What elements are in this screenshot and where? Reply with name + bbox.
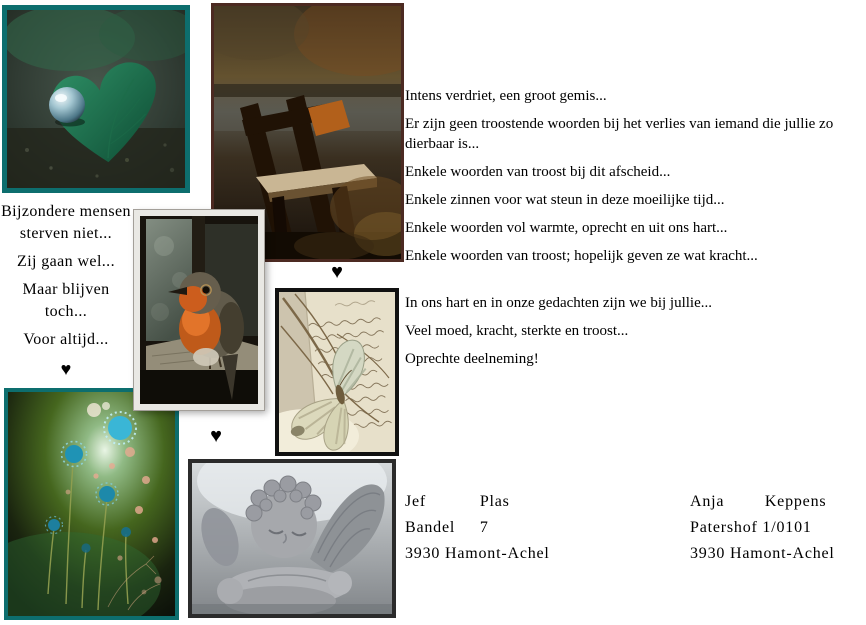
message-line: Oprechte deelneming! <box>405 351 539 367</box>
poem-line: Bijzondere mensen <box>1 203 131 220</box>
sender-city: 3930 Hamont-Achel <box>405 545 550 562</box>
message-line: Enkele zinnen voor wat steun in deze moeilijke tijd... <box>405 192 725 208</box>
heart-icon: ♥ <box>60 359 72 379</box>
butterfly-illustration <box>279 292 395 452</box>
sender-street <box>405 515 550 541</box>
sender-street: Patershof 1/0101 <box>690 519 812 536</box>
sender-first-name: Anja <box>690 493 725 510</box>
butterfly-on-old-letter-photo <box>275 288 399 456</box>
sender-first-name: Jef <box>405 493 427 510</box>
poem-line: toch... <box>44 303 88 320</box>
poem-line: Maar blijven <box>22 281 110 298</box>
message-line: Enkele woorden van troost; hopelijk geven ze wat kracht... <box>405 248 758 264</box>
flowers-illustration <box>8 392 175 616</box>
blue-flowers-bokeh-photo <box>4 388 179 620</box>
message-line: In ons hart en in onze gedachten zijn we bij jullie... <box>405 295 712 311</box>
message-line: Enkele woorden vol warmte, oprecht en uit ons hart... <box>405 220 728 236</box>
sender-last-name: Plas <box>479 493 510 510</box>
heart-icon: ♥ <box>331 261 343 283</box>
message-line: Veel moed, kracht, sterkte en troost... <box>405 323 629 339</box>
dewdrop-heart-leaf-photo <box>2 5 190 193</box>
poem-block <box>0 201 132 380</box>
heart-icon: ♥ <box>210 425 222 447</box>
sender-name <box>405 489 550 515</box>
sender-city: 3930 Hamont-Achel <box>690 545 835 562</box>
poem-line: sterven niet... <box>19 225 113 242</box>
house-number: 7 <box>479 519 489 536</box>
sender-name <box>690 489 835 515</box>
condolence-message <box>405 86 863 377</box>
sender-address-right <box>690 489 835 567</box>
robin-illustration <box>140 216 258 404</box>
message-line: Er zijn geen troostende woorden bij het verlies van iemand die jullie zo dierbaar is... <box>405 116 834 152</box>
sender-last-name: Keppens <box>764 493 827 510</box>
street-name: Bandel <box>405 519 456 536</box>
message-line: Enkele woorden van troost bij dit afscheid... <box>405 164 671 180</box>
message-line: Intens verdriet, een groot gemis... <box>405 88 607 104</box>
poem-line: Voor altijd... <box>23 331 109 348</box>
robin-at-window-photo <box>134 210 264 410</box>
sender-address-left <box>405 489 550 567</box>
poem-line: Zij gaan wel... <box>17 253 115 270</box>
sleeping-angel-statue-photo <box>188 459 396 618</box>
angel-illustration <box>192 463 392 614</box>
dewdrop-heart-leaf-illustration <box>7 10 185 188</box>
